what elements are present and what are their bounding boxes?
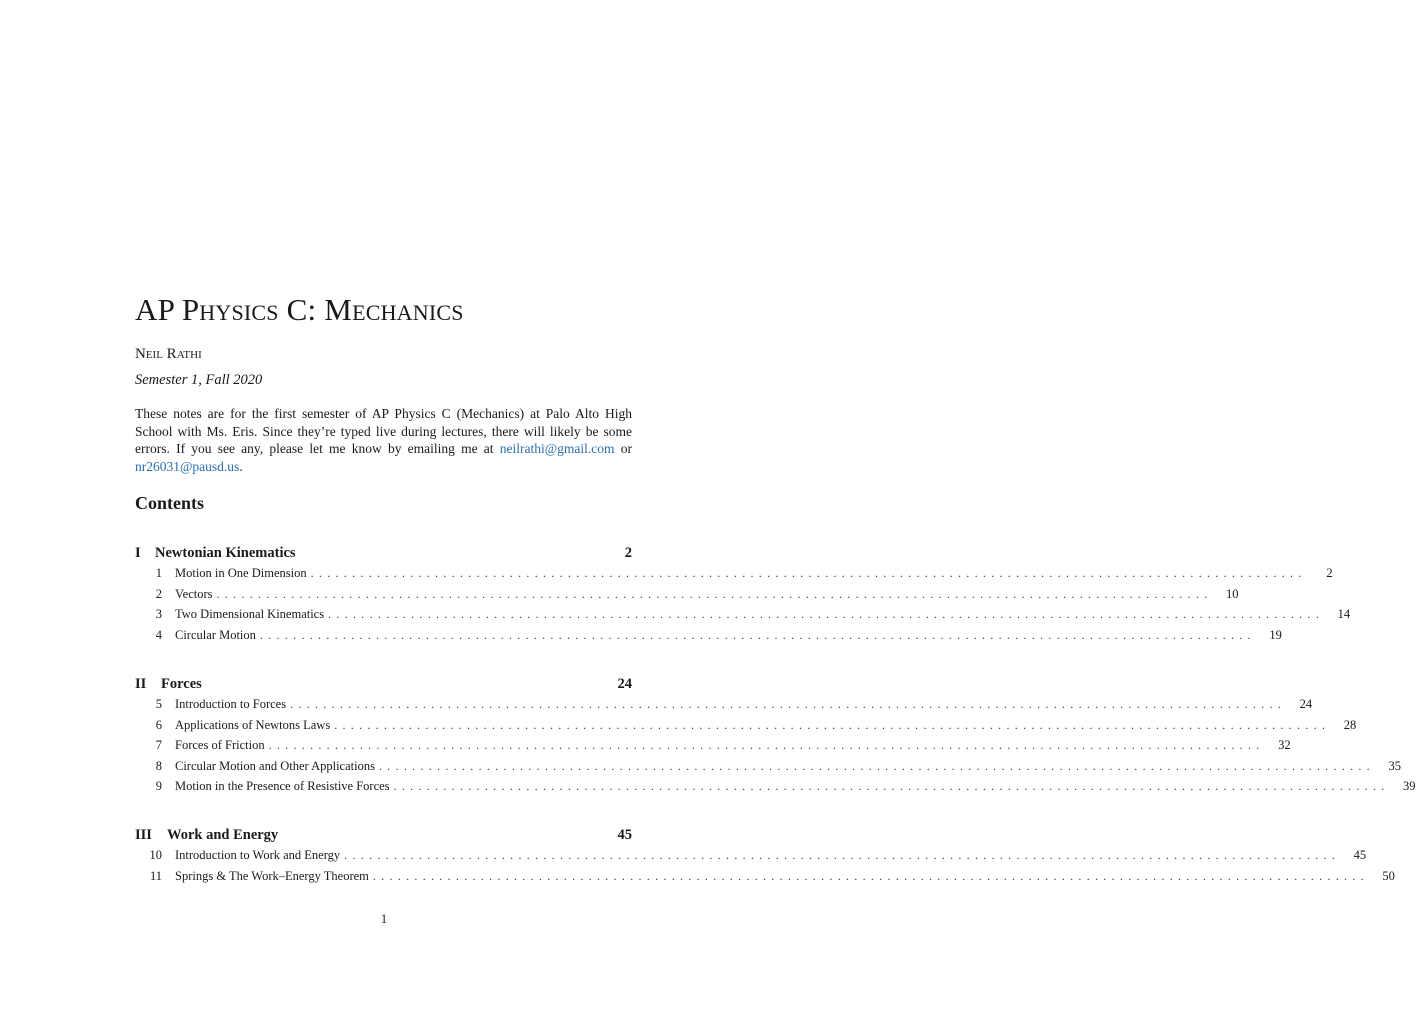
author-name: Neil Rathi bbox=[135, 346, 202, 362]
toc-entry-title: Motion in the Presence of Resistive Forces bbox=[175, 779, 390, 793]
toc-dot-leader: ........................................................................................................................ bbox=[344, 848, 1341, 862]
toc-dot-leader: ........................................................................................................................ bbox=[310, 566, 1307, 580]
toc-part-title: Forces bbox=[161, 676, 202, 692]
toc-entry-page: 45 bbox=[1353, 848, 1367, 862]
toc-entry-title: Two Dimensional Kinematics bbox=[175, 607, 325, 621]
toc-part-heading[interactable] bbox=[135, 676, 632, 697]
toc-entry-title: Introduction to Work and Energy bbox=[175, 848, 341, 862]
toc-part-title: Work and Energy bbox=[167, 827, 279, 843]
contents-heading: Contents bbox=[135, 493, 205, 513]
toc-entry-title: Vectors bbox=[175, 586, 213, 601]
toc-entry[interactable] bbox=[135, 566, 1333, 587]
toc-entry-number: 1 bbox=[155, 566, 162, 580]
toc-entry-page: 39 bbox=[1403, 779, 1416, 793]
toc-entry[interactable] bbox=[135, 697, 1313, 718]
email-link-gmail[interactable]: neilrathi@gmail.com bbox=[499, 441, 615, 457]
toc-part-title: Newtonian Kinematics bbox=[155, 545, 296, 561]
toc-dot-leader: ........................................................................................................................ bbox=[268, 738, 1265, 752]
toc-part-1 bbox=[135, 545, 1351, 648]
toc-entry[interactable] bbox=[135, 848, 1367, 869]
toc-entry-page: 14 bbox=[1337, 607, 1351, 621]
toc-entry-page: 24 bbox=[1299, 697, 1313, 711]
toc-entry-page: 19 bbox=[1269, 627, 1282, 642]
toc-entry-number: 11 bbox=[149, 868, 162, 883]
toc-entry-title: Springs & The Work–Energy Theorem bbox=[175, 868, 369, 883]
toc-entry-number: 9 bbox=[155, 779, 162, 793]
intro-text-end: . bbox=[239, 459, 243, 475]
toc-entry-title: Circular Motion bbox=[175, 627, 256, 642]
toc-part-3 bbox=[135, 827, 1395, 889]
semester-line: Semester 1, Fall 2020 bbox=[135, 372, 263, 388]
toc-entry-title: Circular Motion and Other Applications bbox=[175, 758, 375, 773]
toc-part-heading[interactable] bbox=[135, 827, 632, 848]
toc-entry-page: 28 bbox=[1343, 717, 1357, 732]
toc-part-page: 24 bbox=[617, 676, 632, 692]
email-link-pausd[interactable]: nr26031@pausd.us bbox=[135, 459, 240, 475]
page-number: 1 bbox=[380, 912, 388, 926]
document-title: AP Physics C: Mechanics bbox=[135, 292, 464, 327]
intro-text: These notes are for the first semester of AP Physics C (Mechanics) at Palo Alto High School with Ms. Eris. Since they’re typed live during lectures, there will likely be some errors. If you see any, please let me know by emailing me at bbox=[135, 406, 632, 457]
toc-entry-number: 7 bbox=[155, 738, 162, 752]
toc-entry-page: 32 bbox=[1278, 738, 1291, 752]
toc-entry-title: Forces of Friction bbox=[175, 738, 265, 752]
toc-entry[interactable] bbox=[135, 779, 1416, 800]
toc-entry[interactable] bbox=[135, 868, 1395, 890]
toc-dot-leader: ........................................................................................................................ bbox=[290, 697, 1287, 711]
toc-part-heading[interactable] bbox=[135, 545, 632, 566]
intro-paragraph bbox=[135, 405, 632, 476]
toc-part-page: 2 bbox=[624, 545, 632, 561]
toc-part-2 bbox=[135, 676, 1416, 800]
toc-entry-number: 10 bbox=[149, 848, 162, 862]
toc-entry-page: 35 bbox=[1388, 758, 1401, 773]
toc-entry[interactable] bbox=[135, 717, 1357, 739]
toc-dot-leader: ........................................................................................................................ bbox=[372, 868, 1369, 883]
toc-part-page: 45 bbox=[617, 827, 632, 843]
toc-entry-title: Applications of Newtons Laws bbox=[175, 717, 331, 732]
toc-entry-number: 2 bbox=[155, 586, 162, 601]
toc-entry[interactable] bbox=[135, 607, 1351, 628]
toc-entry-page: 10 bbox=[1226, 586, 1239, 601]
toc-entry[interactable] bbox=[135, 758, 1401, 780]
toc-entry-number: 4 bbox=[155, 627, 162, 642]
toc-part-number: II bbox=[135, 676, 147, 692]
toc-entry-title: Introduction to Forces bbox=[175, 697, 287, 711]
toc-entry-number: 6 bbox=[155, 717, 162, 732]
toc-entry-number: 5 bbox=[155, 697, 162, 711]
intro-text-connector: or bbox=[614, 441, 633, 457]
toc-dot-leader: ........................................................................................................................ bbox=[393, 779, 1390, 793]
toc-entry-number: 8 bbox=[155, 758, 162, 773]
toc-entry-title: Motion in One Dimension bbox=[175, 566, 307, 580]
toc-dot-leader: ........................................................................................................................ bbox=[259, 627, 1256, 642]
toc-part-number: III bbox=[135, 827, 152, 843]
toc-entry[interactable] bbox=[135, 586, 1239, 608]
toc-entry[interactable] bbox=[135, 627, 1282, 649]
toc-dot-leader: ........................................................................................................................ bbox=[328, 607, 1325, 621]
toc-entry[interactable] bbox=[135, 738, 1291, 759]
toc-part-number: I bbox=[135, 545, 141, 561]
toc-dot-leader: ........................................................................................................................ bbox=[216, 586, 1213, 601]
toc-entry-page: 2 bbox=[1326, 566, 1333, 580]
toc-dot-leader: ........................................................................................................................ bbox=[334, 717, 1331, 732]
toc-dot-leader: ........................................................................................................................ bbox=[378, 758, 1375, 773]
toc-entry-page: 50 bbox=[1382, 868, 1395, 883]
toc-entry-number: 3 bbox=[155, 607, 162, 621]
